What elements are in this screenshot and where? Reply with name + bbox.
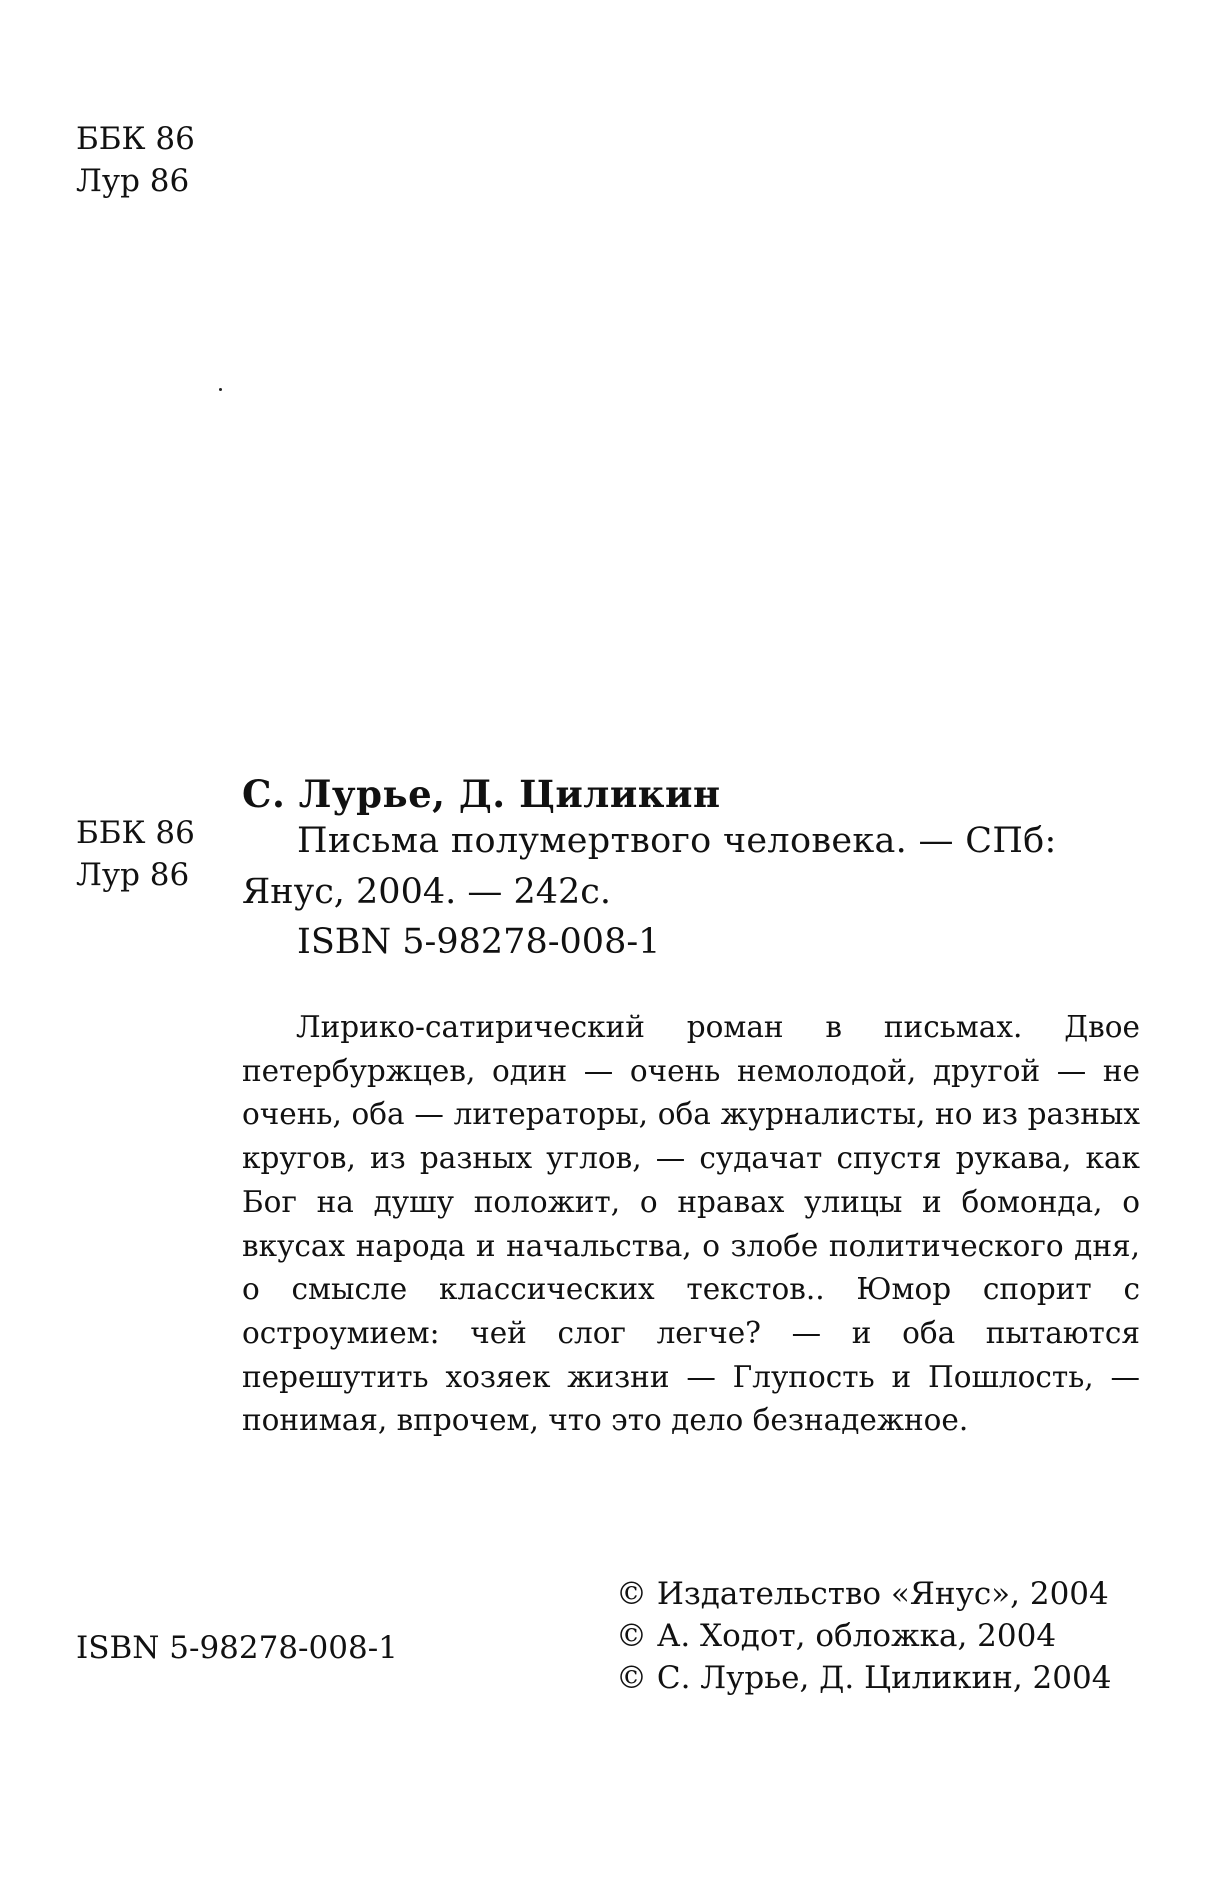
copyright-cover: © А. Ходот, обложка, 2004: [616, 1618, 1057, 1654]
copyright-publisher: © Издательство «Янус», 2004: [616, 1576, 1109, 1612]
copyright-authors: © С. Лурье, Д. Циликин, 2004: [616, 1660, 1112, 1696]
bottom-isbn: ISBN 5-98278-008-1: [76, 1630, 398, 1666]
side-bbk-code: ББК 86: [76, 815, 195, 851]
side-author-code: Лур 86: [76, 857, 190, 893]
side-classification-codes: [76, 812, 195, 896]
book-annotation: Лирико-сатирический роман в письмах. Двое петербуржцев, один — очень немолодой, другой — не очень, оба — литераторы, оба журналисты, но из разных кругов, из разных углов, — судачат спустя рукава, как Бог на душу положит, о нравах улицы и бомонда, о вкусах народа и начальства, о злобе политического дня, о смысле классических текстов.. Юмор спорит с остроумием: чей слог легче? — и оба пытаются перешутить хозяек жизни — Глупость и Пошлость, — понимая, впрочем, что это дело безнадежное.: [242, 1010, 1140, 1438]
book-isbn: ISBN 5-98278-008-1: [297, 922, 661, 962]
top-classification-codes: [76, 118, 195, 202]
book-title-line: Письма полумертвого человека. — СПб:: [297, 821, 1057, 861]
print-speck: [219, 388, 222, 391]
copyright-notices: [616, 1573, 1111, 1699]
top-author-code: Лур 86: [76, 163, 190, 199]
top-bbk-code: ББК 86: [76, 121, 195, 157]
publisher-line: Янус, 2004. — 242с.: [242, 872, 612, 912]
book-authors: С. Лурье, Д. Циликин: [242, 772, 721, 816]
